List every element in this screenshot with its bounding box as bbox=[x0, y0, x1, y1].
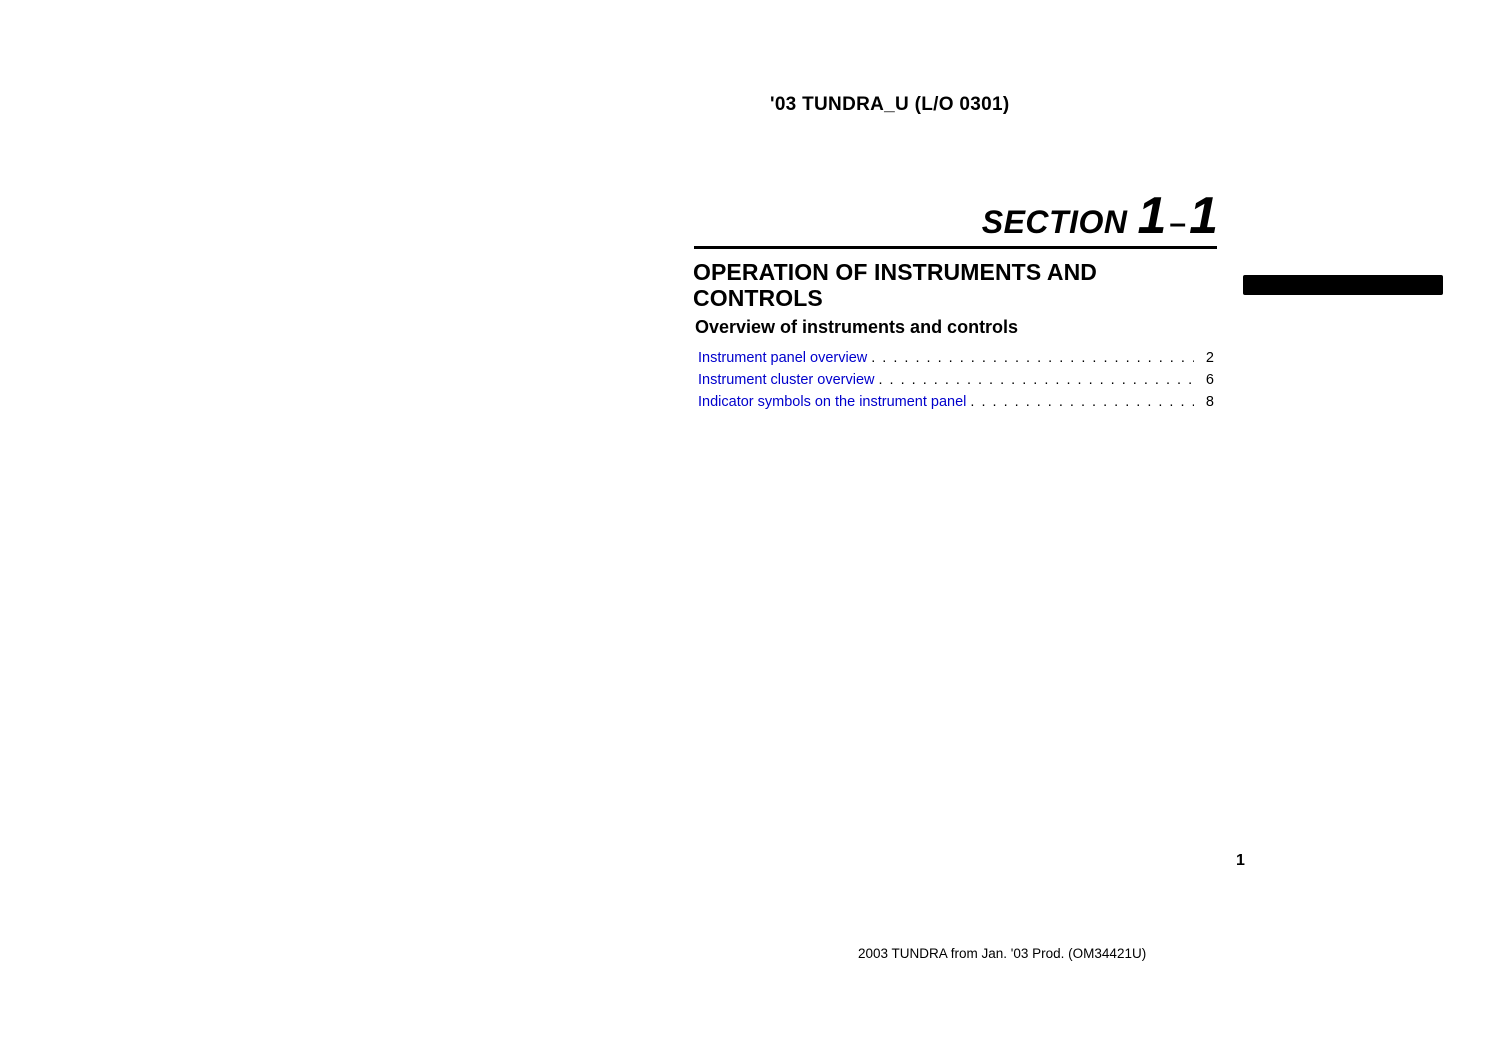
chapter-subtitle: Overview of instruments and controls bbox=[695, 317, 1019, 337]
section-word: SECTION bbox=[981, 204, 1128, 240]
section-thumb-tab bbox=[1243, 275, 1443, 295]
chapter-title-line1: OPERATION OF INSTRUMENTS AND bbox=[693, 259, 1098, 285]
section-heading bbox=[900, 187, 1218, 245]
section-dash: – bbox=[1169, 207, 1187, 240]
section-minor-number: 1 bbox=[1189, 187, 1218, 245]
table-of-contents bbox=[698, 347, 1214, 413]
chapter-title bbox=[693, 259, 1193, 311]
toc-link[interactable]: Instrument panel overview bbox=[698, 350, 868, 366]
toc-leader-dots bbox=[970, 391, 1194, 413]
toc-item-indicator-symbols[interactable] bbox=[698, 391, 1214, 413]
toc-page-number: 6 bbox=[1205, 372, 1214, 388]
section-major-number: 1 bbox=[1137, 187, 1167, 245]
document-footer: 2003 TUNDRA from Jan. '03 Prod. (OM34421U) bbox=[858, 946, 1147, 961]
toc-leader-dots bbox=[871, 347, 1194, 369]
page-number: 1 bbox=[1236, 852, 1245, 869]
toc-page-number: 2 bbox=[1205, 350, 1214, 366]
toc-link[interactable]: Indicator symbols on the instrument panel bbox=[698, 394, 967, 410]
toc-leader-dots bbox=[878, 369, 1194, 391]
toc-link[interactable]: Instrument cluster overview bbox=[698, 372, 875, 388]
chapter-title-line2: CONTROLS bbox=[693, 285, 823, 311]
document-header-code: '03 TUNDRA_U (L/O 0301) bbox=[770, 94, 1010, 115]
toc-item-instrument-cluster-overview[interactable] bbox=[698, 369, 1214, 391]
toc-item-instrument-panel-overview[interactable] bbox=[698, 347, 1214, 369]
section-divider bbox=[694, 246, 1217, 249]
toc-page-number: 8 bbox=[1205, 394, 1214, 410]
